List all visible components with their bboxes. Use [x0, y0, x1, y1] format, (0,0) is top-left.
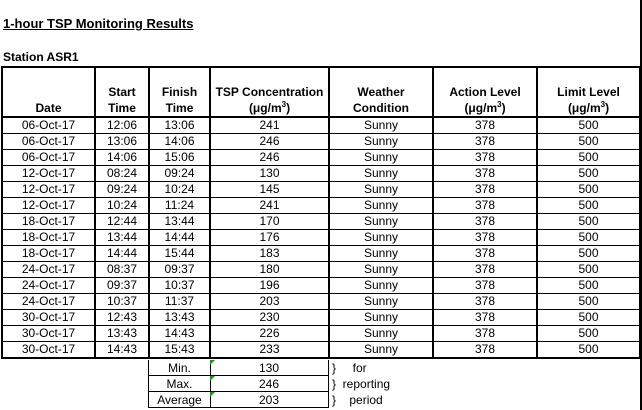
date-cell: 30-Oct-17	[2, 342, 95, 359]
start-time-cell: 09:37	[95, 278, 149, 294]
note-line: } for	[332, 361, 367, 375]
tsp-cell: 241	[210, 198, 329, 214]
tsp-cell: 183	[210, 246, 329, 262]
start-time-cell: 12:43	[95, 310, 149, 326]
page-title: 1-hour TSP Monitoring Results	[3, 16, 194, 31]
action-level-cell: 378	[433, 198, 537, 214]
table-row	[2, 326, 640, 342]
date-cell: 12-Oct-17	[2, 198, 95, 214]
action-level-cell: 378	[433, 294, 537, 310]
table-row	[2, 278, 640, 294]
tsp-cell: 246	[210, 134, 329, 150]
action-level-cell: 378	[433, 182, 537, 198]
finish-time-cell: 11:37	[149, 294, 210, 310]
action-level-cell: 378	[433, 326, 537, 342]
limit-level-cell: 500	[537, 310, 640, 326]
note-line: } reporting	[332, 377, 391, 391]
weather-cell: Sunny	[329, 117, 433, 134]
station-label: Station ASR1	[3, 50, 79, 64]
start-time-cell: 14:44	[95, 246, 149, 262]
note-line: } period	[332, 393, 383, 407]
action-level-cell: 378	[433, 278, 537, 294]
table-row	[2, 150, 640, 166]
table-row	[2, 230, 640, 246]
tsp-cell: 130	[210, 166, 329, 182]
table-row	[2, 342, 640, 359]
limit-level-cell: 500	[537, 150, 640, 166]
date-cell: 06-Oct-17	[2, 134, 95, 150]
tsp-cell: 170	[210, 214, 329, 230]
start-time-cell: 13:43	[95, 326, 149, 342]
tsp-cell: 203	[210, 294, 329, 310]
finish-time-cell: 15:44	[149, 246, 210, 262]
date-cell: 12-Oct-17	[2, 182, 95, 198]
finish-time-cell: 14:06	[149, 134, 210, 150]
header-weather-condition: Weather Condition	[329, 67, 433, 117]
header-limit-level: Limit Level $(\mu g/m^3)$	[537, 67, 640, 117]
tsp-cell: 246	[210, 150, 329, 166]
comment-marker-icon	[210, 360, 215, 365]
limit-level-cell: 500	[537, 342, 640, 359]
header-action-level: Action Level $(\mu g/m^3)$	[433, 67, 537, 117]
start-time-cell: 12:06	[95, 117, 149, 134]
action-level-cell: 378	[433, 166, 537, 182]
weather-cell: Sunny	[329, 294, 433, 310]
action-level-cell: 378	[433, 117, 537, 134]
weather-cell: Sunny	[329, 182, 433, 198]
date-cell: 12-Oct-17	[2, 166, 95, 182]
tsp-cell: 230	[210, 310, 329, 326]
action-level-cell: 378	[433, 310, 537, 326]
comment-marker-icon	[210, 392, 215, 397]
start-time-cell: 12:44	[95, 214, 149, 230]
weather-cell: Sunny	[329, 166, 433, 182]
start-time-cell: 14:43	[95, 342, 149, 359]
table-row	[2, 294, 640, 310]
weather-cell: Sunny	[329, 150, 433, 166]
weather-cell: Sunny	[329, 310, 433, 326]
date-cell: 24-Oct-17	[2, 278, 95, 294]
stat-value: 203	[210, 392, 329, 408]
action-level-cell: 378	[433, 134, 537, 150]
start-time-cell: 09:24	[95, 182, 149, 198]
table-row	[2, 262, 640, 278]
action-level-cell: 378	[433, 150, 537, 166]
action-level-cell: 378	[433, 230, 537, 246]
header-date: Date	[2, 67, 95, 117]
limit-level-cell: 500	[537, 278, 640, 294]
action-level-cell: 378	[433, 262, 537, 278]
finish-time-cell: 13:06	[149, 117, 210, 134]
weather-cell: Sunny	[329, 342, 433, 359]
weather-cell: Sunny	[329, 198, 433, 214]
limit-level-cell: 500	[537, 294, 640, 310]
limit-level-cell: 500	[537, 182, 640, 198]
comment-marker-icon	[210, 376, 215, 381]
weather-cell: Sunny	[329, 326, 433, 342]
stat-value: 246	[210, 376, 329, 392]
tsp-cell: 241	[210, 117, 329, 134]
finish-time-cell: 13:44	[149, 214, 210, 230]
finish-time-cell: 09:24	[149, 166, 210, 182]
action-level-cell: 378	[433, 342, 537, 359]
limit-level-cell: 500	[537, 117, 640, 134]
finish-time-cell: 10:24	[149, 182, 210, 198]
table-row	[2, 117, 640, 134]
date-cell: 30-Oct-17	[2, 310, 95, 326]
date-cell: 24-Oct-17	[2, 294, 95, 310]
table-row	[2, 214, 640, 230]
action-level-cell: 378	[433, 246, 537, 262]
header-start-time: Start Time	[95, 67, 149, 117]
date-cell: 06-Oct-17	[2, 117, 95, 134]
finish-time-cell: 13:43	[149, 310, 210, 326]
finish-time-cell: 15:06	[149, 150, 210, 166]
action-level-cell: 378	[433, 214, 537, 230]
tsp-cell: 226	[210, 326, 329, 342]
tsp-cell: 176	[210, 230, 329, 246]
limit-level-cell: 500	[537, 230, 640, 246]
start-time-cell: 08:37	[95, 262, 149, 278]
limit-level-cell: 500	[537, 134, 640, 150]
table-header-row	[2, 67, 640, 117]
date-cell: 18-Oct-17	[2, 214, 95, 230]
limit-level-cell: 500	[537, 262, 640, 278]
weather-cell: Sunny	[329, 214, 433, 230]
table-row	[2, 134, 640, 150]
finish-time-cell: 10:37	[149, 278, 210, 294]
tsp-cell: 233	[210, 342, 329, 359]
table-row	[2, 166, 640, 182]
finish-time-cell: 14:44	[149, 230, 210, 246]
finish-time-cell: 11:24	[149, 198, 210, 214]
start-time-cell: 14:06	[95, 150, 149, 166]
date-cell: 06-Oct-17	[2, 150, 95, 166]
limit-level-cell: 500	[537, 198, 640, 214]
limit-level-cell: 500	[537, 214, 640, 230]
tsp-cell: 145	[210, 182, 329, 198]
tsp-cell: 180	[210, 262, 329, 278]
table-row	[2, 310, 640, 326]
limit-level-cell: 500	[537, 326, 640, 342]
tsp-results-table	[1, 66, 641, 359]
finish-time-cell: 15:43	[149, 342, 210, 359]
start-time-cell: 10:37	[95, 294, 149, 310]
table-row	[2, 198, 640, 214]
table-row	[2, 246, 640, 262]
date-cell: 18-Oct-17	[2, 230, 95, 246]
weather-cell: Sunny	[329, 230, 433, 246]
finish-time-cell: 14:43	[149, 326, 210, 342]
limit-level-cell: 500	[537, 166, 640, 182]
weather-cell: Sunny	[329, 246, 433, 262]
weather-cell: Sunny	[329, 262, 433, 278]
weather-cell: Sunny	[329, 278, 433, 294]
start-time-cell: 13:06	[95, 134, 149, 150]
weather-cell: Sunny	[329, 134, 433, 150]
stat-label: Min.	[148, 360, 211, 376]
stat-label: Max.	[148, 376, 211, 392]
stat-label: Average	[148, 392, 211, 408]
stat-value: 130	[210, 360, 329, 376]
limit-level-cell: 500	[537, 246, 640, 262]
header-finish-time: Finish Time	[149, 67, 210, 117]
table-row	[2, 182, 640, 198]
start-time-cell: 13:44	[95, 230, 149, 246]
start-time-cell: 10:24	[95, 198, 149, 214]
finish-time-cell: 09:37	[149, 262, 210, 278]
header-tsp-concentration: TSP Concentration $(\mu g/m^3)$	[210, 67, 329, 117]
date-cell: 24-Oct-17	[2, 262, 95, 278]
date-cell: 18-Oct-17	[2, 246, 95, 262]
tsp-cell: 196	[210, 278, 329, 294]
date-cell: 30-Oct-17	[2, 326, 95, 342]
start-time-cell: 08:24	[95, 166, 149, 182]
